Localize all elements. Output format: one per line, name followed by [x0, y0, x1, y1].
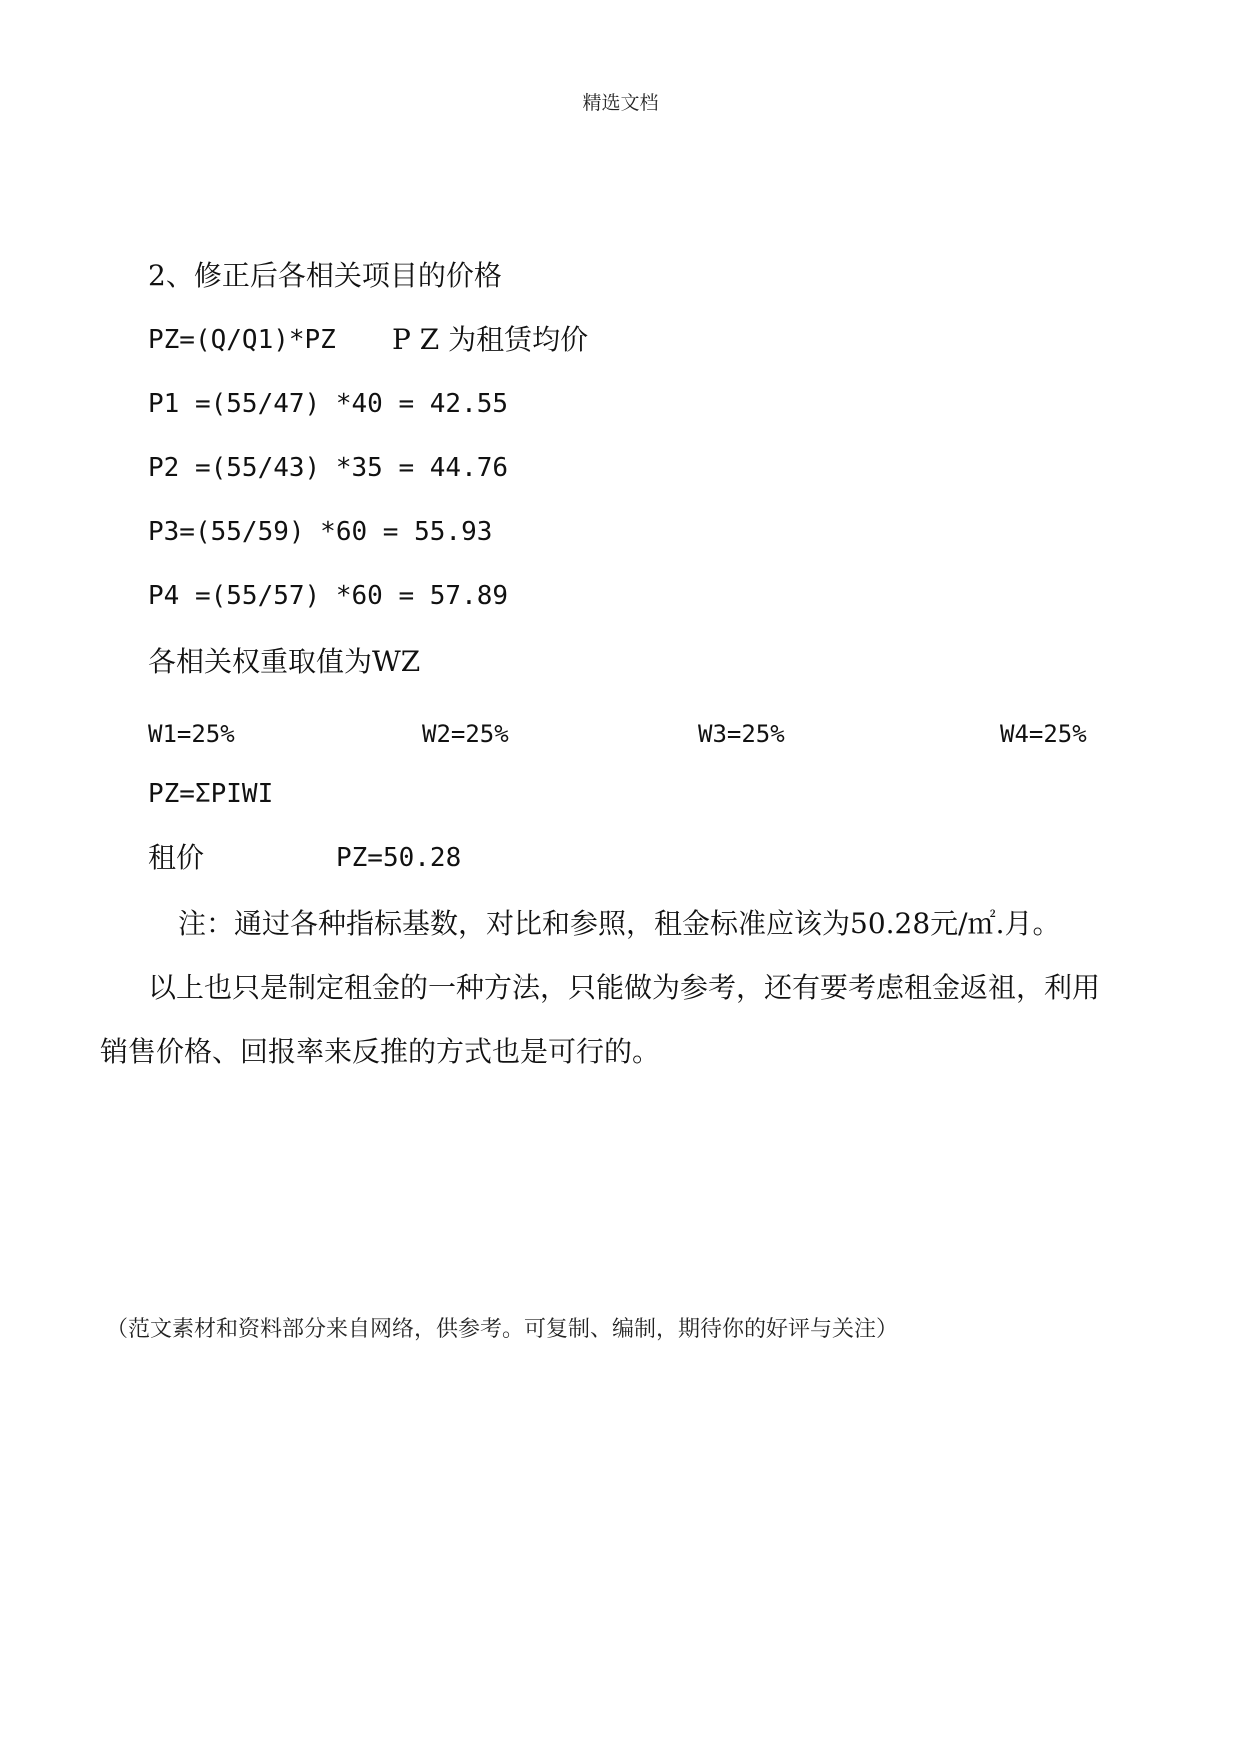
weights-heading: 各相关权重取值为WZ — [148, 645, 421, 678]
formula-pz: PZ=(Q/Q1)*PZ — [148, 325, 336, 355]
footnote: （范文素材和资料部分来自网络，供参考。可复制、编制，期待你的好评与关注） — [106, 1317, 899, 1342]
price-p4: P4 =(55/57) *60 = 57.89 — [148, 581, 509, 611]
weight-w4: W4=25% — [1000, 720, 1087, 748]
rent-value: PZ=50.28 — [336, 843, 462, 873]
price-p3: P3=(55/59) *60 = 55.93 — [148, 517, 493, 547]
price-p1: P1 =(55/47) *40 = 42.55 — [148, 389, 509, 419]
sum-formula: PZ=ΣPIWI — [148, 779, 274, 809]
weight-w1: W1=25% — [148, 720, 235, 748]
price-p2: P2 =(55/43) *35 = 44.76 — [148, 453, 509, 483]
section-heading: 2、修正后各相关项目的价格 — [148, 259, 502, 292]
rent-label: 租价 — [148, 841, 205, 874]
paragraph-line-1: 以上也只是制定租金的一种方法，只能做为参考，还有要考虑租金返祖，利用 — [148, 971, 1101, 1004]
paragraph-line-2: 销售价格、回报率来反推的方式也是可行的。 — [100, 1035, 661, 1068]
page-header-title: 精选文档 — [582, 92, 659, 114]
note-text: 注：通过各种指标基数，对比和参照，租金标准应该为50.28元/㎡.月。 — [178, 907, 1061, 940]
weight-w3: W3=25% — [698, 720, 785, 748]
weight-w2: W2=25% — [422, 720, 509, 748]
formula-description: P Z 为租赁均价 — [392, 323, 589, 356]
